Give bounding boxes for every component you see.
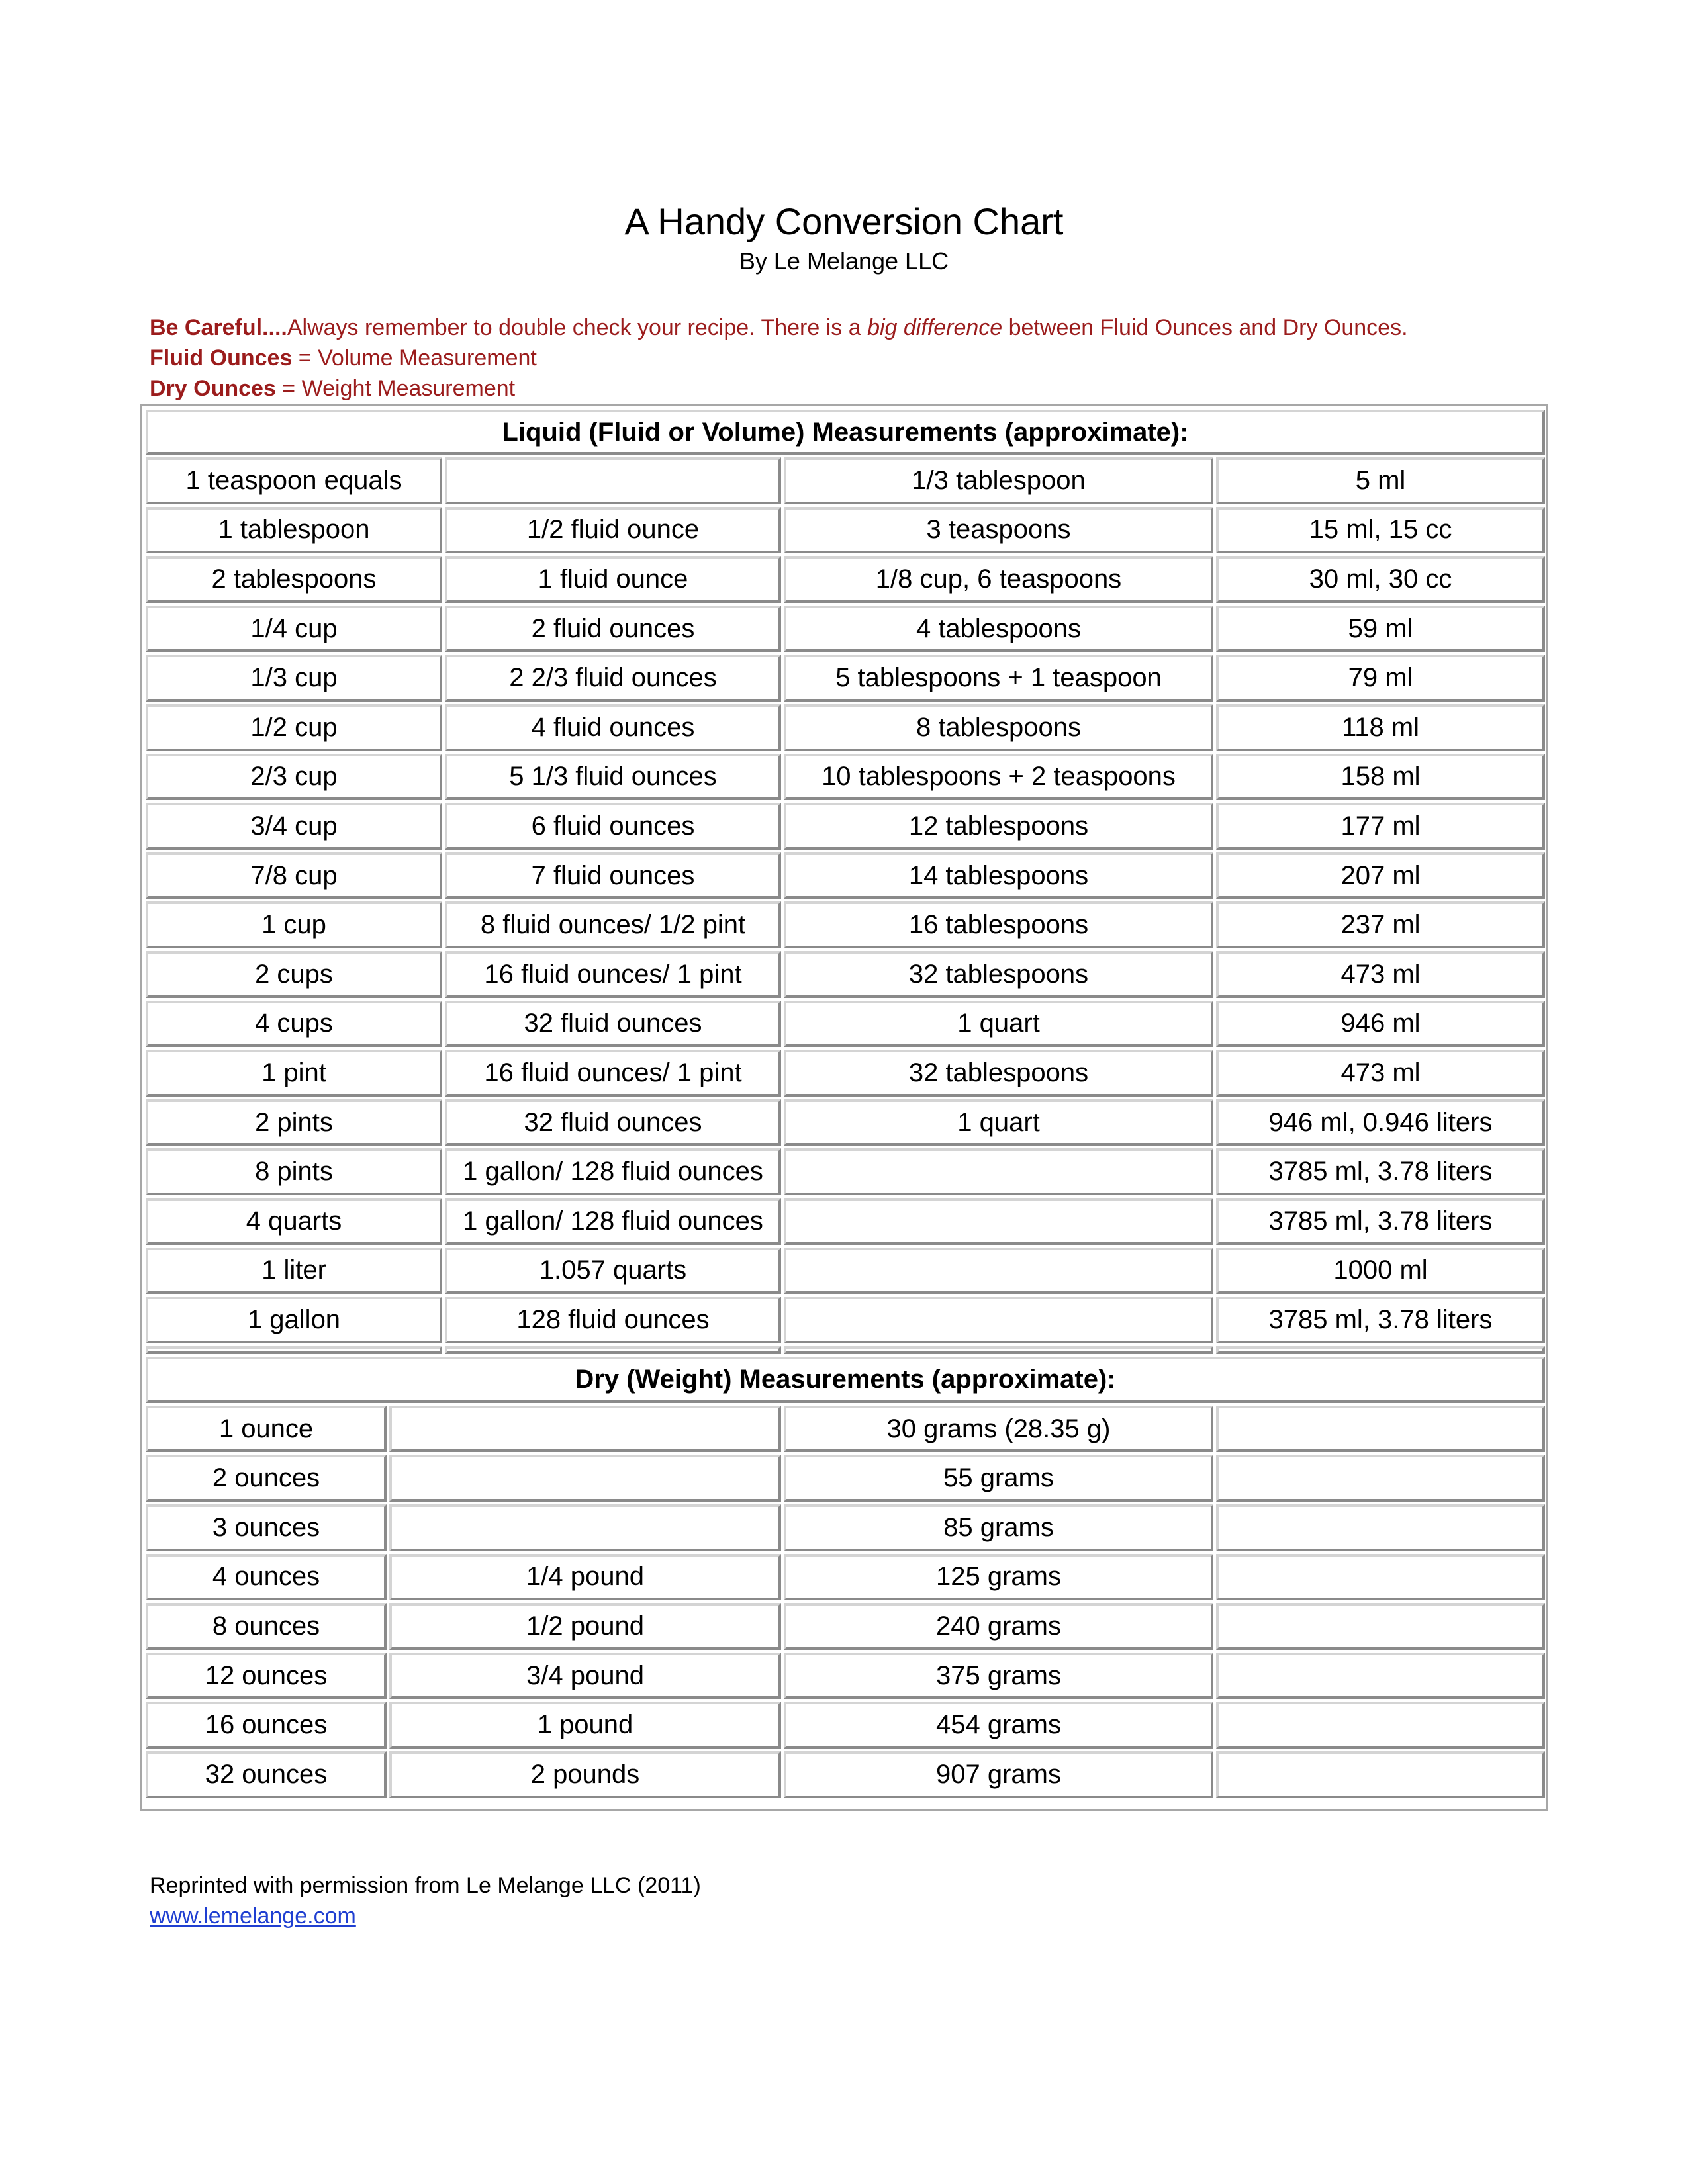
liquid-cell: 5 ml [1216, 457, 1545, 504]
page-subtitle: By Le Melange LLC [739, 248, 949, 275]
liquid-cell: 3785 ml, 3.78 liters [1216, 1198, 1545, 1245]
dry-cell [389, 1504, 781, 1551]
liquid-cell: 10 tablespoons + 2 teaspoons [784, 754, 1213, 801]
dry-cell [1216, 1504, 1545, 1551]
reprint-note: Reprinted with permission from Le Melange LLC (2011) [150, 1873, 701, 1898]
liquid-cell: 237 ml [1216, 901, 1545, 948]
liquid-cell: 3785 ml, 3.78 liters [1216, 1148, 1545, 1195]
liquid-cell: 158 ml [1216, 754, 1545, 801]
dry-cell [1216, 1603, 1545, 1650]
liquid-cell: 2 cups [146, 951, 442, 998]
dry-cell [1216, 1702, 1545, 1749]
liquid-cell: 1 pint [146, 1050, 442, 1097]
liquid-cell: 177 ml [1216, 803, 1545, 850]
liquid-cell: 30 ml, 30 cc [1216, 556, 1545, 603]
liquid-cell: 3 teaspoons [784, 507, 1213, 554]
dry-cell: 454 grams [784, 1702, 1213, 1749]
liquid-cell: 1/4 cup [146, 606, 442, 653]
liquid-cell: 16 tablespoons [784, 901, 1213, 948]
liquid-cell: 3/4 cup [146, 803, 442, 850]
dry-cell: 3/4 pound [389, 1653, 781, 1700]
liquid-header: Liquid (Fluid or Volume) Measurements (approximate): [146, 410, 1545, 455]
dry-cell: 240 grams [784, 1603, 1213, 1650]
dry-cell [1216, 1653, 1545, 1700]
dry-cell: 375 grams [784, 1653, 1213, 1700]
dry-cell: 3 ounces [146, 1504, 387, 1551]
dry-cell: 8 ounces [146, 1603, 387, 1650]
liquid-cell: 7/8 cup [146, 852, 442, 899]
liquid-cell: 1 gallon/ 128 fluid ounces [445, 1148, 781, 1195]
fluid-text: = Volume Measurement [292, 345, 537, 371]
liquid-cell [784, 1248, 1213, 1295]
liquid-cell: 32 tablespoons [784, 951, 1213, 998]
liquid-cell: 16 fluid ounces/ 1 pint [445, 951, 781, 998]
dry-cell [389, 1455, 781, 1502]
liquid-cell [784, 1297, 1213, 1343]
liquid-cell: 473 ml [1216, 951, 1545, 998]
dry-cell: 907 grams [784, 1751, 1213, 1798]
liquid-cell: 32 tablespoons [784, 1050, 1213, 1097]
liquid-cell: 16 fluid ounces/ 1 pint [445, 1050, 781, 1097]
careful-text-2: between Fluid Ounces and Dry Ounces. [1002, 315, 1408, 340]
liquid-cell: 1/2 cup [146, 704, 442, 751]
liquid-cell: 118 ml [1216, 704, 1545, 751]
liquid-cell: 207 ml [1216, 852, 1545, 899]
liquid-cell: 12 tablespoons [784, 803, 1213, 850]
page-title: A Handy Conversion Chart [624, 201, 1064, 242]
dry-cell [1216, 1406, 1545, 1453]
careful-note [150, 312, 1540, 343]
dry-cell: 4 ounces [146, 1554, 387, 1601]
dry-cell: 2 pounds [389, 1751, 781, 1798]
liquid-cell: 4 quarts [146, 1198, 442, 1245]
liquid-cell: 2 2/3 fluid ounces [445, 655, 781, 702]
liquid-cell: 1 gallon [146, 1297, 442, 1343]
dry-cell: 85 grams [784, 1504, 1213, 1551]
liquid-cell: 4 tablespoons [784, 606, 1213, 653]
liquid-spacer-cell [146, 1346, 442, 1354]
dry-cell [1216, 1455, 1545, 1502]
liquid-cell: 59 ml [1216, 606, 1545, 653]
liquid-cell: 946 ml [1216, 1001, 1545, 1048]
dry-cell: 1 ounce [146, 1406, 387, 1453]
liquid-cell: 5 tablespoons + 1 teaspoon [784, 655, 1213, 702]
dry-cell [1216, 1554, 1545, 1601]
careful-text-1: Always remember to double check your recipe. There is a [287, 315, 868, 340]
liquid-cell: 15 ml, 15 cc [1216, 507, 1545, 554]
liquid-cell: 1 liter [146, 1248, 442, 1295]
liquid-cell: 14 tablespoons [784, 852, 1213, 899]
liquid-spacer-cell [445, 1346, 781, 1354]
liquid-spacer-cell [784, 1346, 1213, 1354]
liquid-cell: 2 fluid ounces [445, 606, 781, 653]
dry-header: Dry (Weight) Measurements (approximate): [146, 1357, 1545, 1403]
dry-cell: 16 ounces [146, 1702, 387, 1749]
dry-text: = Weight Measurement [275, 376, 516, 401]
liquid-cell: 1.057 quarts [445, 1248, 781, 1295]
careful-emphasis: big difference [867, 315, 1003, 340]
liquid-cell: 2/3 cup [146, 754, 442, 801]
liquid-cell: 5 1/3 fluid ounces [445, 754, 781, 801]
liquid-cell: 1 cup [146, 901, 442, 948]
liquid-cell: 1 gallon/ 128 fluid ounces [445, 1198, 781, 1245]
liquid-cell: 8 pints [146, 1148, 442, 1195]
liquid-cell: 8 fluid ounces/ 1/2 pint [445, 901, 781, 948]
liquid-cell: 1 teaspoon equals [146, 457, 442, 504]
notes-block [150, 312, 1540, 404]
liquid-cell: 1 fluid ounce [445, 556, 781, 603]
dry-note [150, 373, 1540, 404]
liquid-cell: 946 ml, 0.946 liters [1216, 1099, 1545, 1146]
liquid-cell: 32 fluid ounces [445, 1001, 781, 1048]
dry-cell: 125 grams [784, 1554, 1213, 1601]
fluid-note [150, 343, 1540, 373]
liquid-cell: 32 fluid ounces [445, 1099, 781, 1146]
liquid-cell: 79 ml [1216, 655, 1545, 702]
dry-cell: 55 grams [784, 1455, 1213, 1502]
careful-label: Be Careful.... [150, 315, 287, 340]
liquid-cell: 473 ml [1216, 1050, 1545, 1097]
liquid-cell: 1000 ml [1216, 1248, 1545, 1295]
liquid-cell: 8 tablespoons [784, 704, 1213, 751]
dry-label: Dry Ounces [150, 376, 276, 401]
liquid-cell: 4 cups [146, 1001, 442, 1048]
liquid-cell: 128 fluid ounces [445, 1297, 781, 1343]
liquid-cell: 1/8 cup, 6 teaspoons [784, 556, 1213, 603]
liquid-cell: 1/2 fluid ounce [445, 507, 781, 554]
liquid-cell: 2 tablespoons [146, 556, 442, 603]
liquid-cell [784, 1148, 1213, 1195]
dry-cell: 2 ounces [146, 1455, 387, 1502]
liquid-cell: 2 pints [146, 1099, 442, 1146]
liquid-cell [784, 1198, 1213, 1245]
liquid-cell: 1/3 tablespoon [784, 457, 1213, 504]
dry-cell [1216, 1751, 1545, 1798]
dry-cell: 1 pound [389, 1702, 781, 1749]
liquid-spacer-cell [1216, 1346, 1545, 1354]
website-link[interactable]: www.lemelange.com [150, 1903, 356, 1929]
dry-cell: 1/2 pound [389, 1603, 781, 1650]
fluid-label: Fluid Ounces [150, 345, 293, 371]
conversion-table [140, 404, 1548, 1811]
liquid-cell: 4 fluid ounces [445, 704, 781, 751]
dry-cell: 12 ounces [146, 1653, 387, 1700]
liquid-cell: 1 quart [784, 1001, 1213, 1048]
liquid-cell: 3785 ml, 3.78 liters [1216, 1297, 1545, 1343]
liquid-cell: 1 quart [784, 1099, 1213, 1146]
liquid-cell [445, 457, 781, 504]
liquid-cell: 1/3 cup [146, 655, 442, 702]
dry-cell: 1/4 pound [389, 1554, 781, 1601]
dry-cell: 30 grams (28.35 g) [784, 1406, 1213, 1453]
liquid-cell: 7 fluid ounces [445, 852, 781, 899]
dry-cell [389, 1406, 781, 1453]
liquid-cell: 6 fluid ounces [445, 803, 781, 850]
dry-cell: 32 ounces [146, 1751, 387, 1798]
liquid-cell: 1 tablespoon [146, 507, 442, 554]
